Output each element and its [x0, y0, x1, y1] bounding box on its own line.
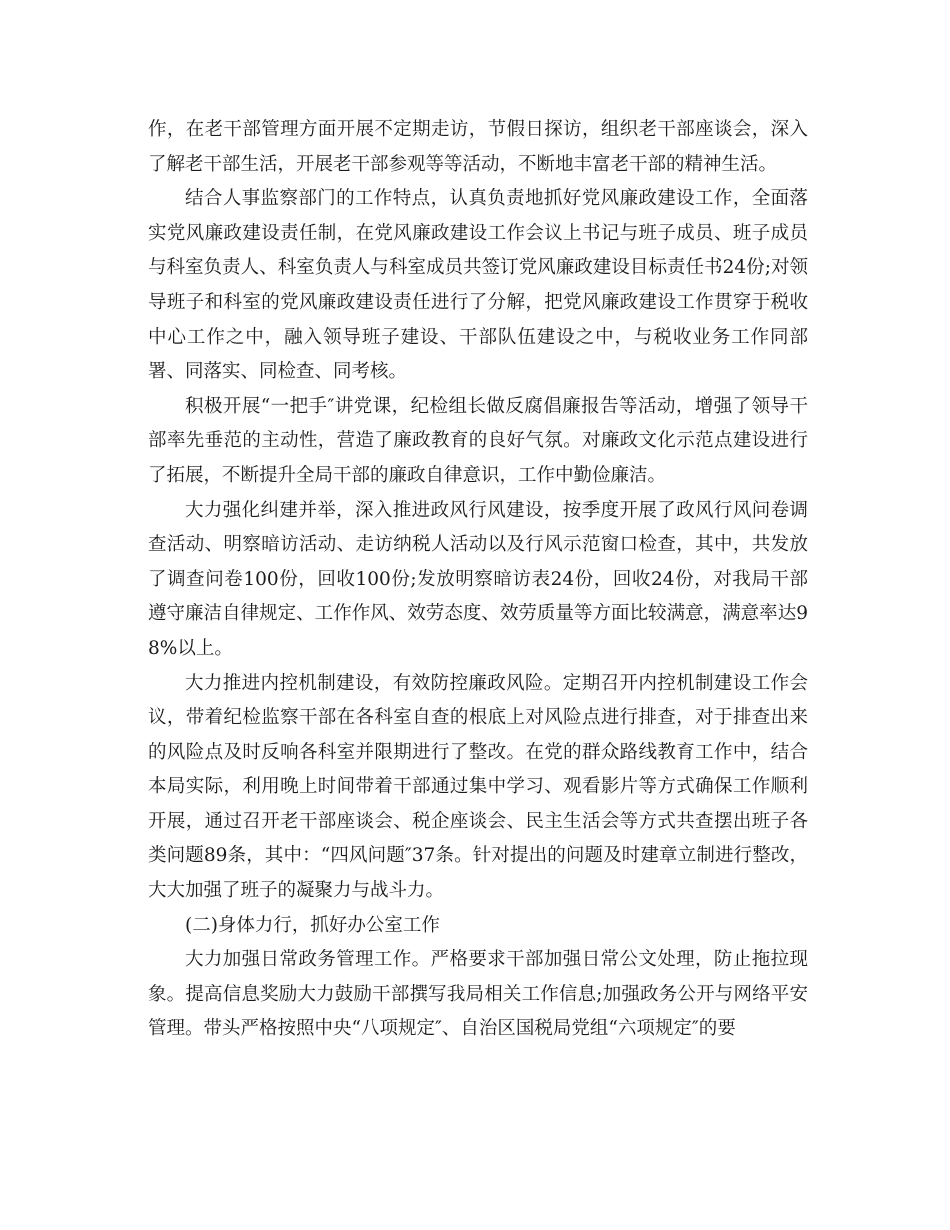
paragraph-continuation: 作，在老干部管理方面开展不定期走访，节假日探访，组织老干部座谈会，深入了解老干部生活，开展老干部参观等等活动，不断地丰富老干部的精神生活。: [148, 119, 808, 175]
paragraph-internal-control: 大力推进内控机制建设，有效防控廉政风险。定期召开内控机制建设工作会议，带着纪检监察干部在各科室自查的根底上对风险点进行排查，对于排查出来的风险点及时反响各科室并限期进行了整改。在党的群众路线教育工作中，结合本局实际，利用晚上时间带着干部通过集中学习、观看影片等方式确保工作顺利开展，通过召开老干部座谈会、税企座谈会、民主生活会等方式共查摆出班子各类问题89条，其中：“四风问题″37条。针对提出的问题及时建章立制进行整改，大大加强了班子的凝聚力与战斗力。: [148, 672, 808, 902]
section-heading: (二)身体力行，抓好办公室工作: [185, 914, 440, 936]
document-body: [148, 113, 808, 1047]
paragraph-party-conduct: 结合人事监察部门的工作特点，认真负责地抓好党风廉政建设工作，全面落实党风廉政建设责任制，在党风廉政建设工作会议上书记与班子成员、班子成员与科室负责人、科室负责人与科室成员共签订党风廉政建设目标责任书24份;对领导班子和科室的党风廉政建设责任进行了分解，把党风廉政建设工作贯穿于税收中心工作之中，融入领导班子建设、干部队伍建设之中，与税收业务工作同部署、同落实、同检查、同考核。: [148, 188, 808, 383]
paragraph-office-work: 大力加强日常政务管理工作。严格要求干部加强日常公文处理，防止拖拉现象。提高信息奖励大力鼓励干部撰写我局相关工作信息;加强政务公开与网络平安管理。带头严格按照中央“八项规定″、自治区国税局党组“六项规定″的要: [148, 949, 808, 1040]
paragraph-work-style: 大力强化纠建并举，深入推进政风行风建设，按季度开展了政风行风问卷调查活动、明察暗访活动、走访纳税人活动以及行风示范窗口检查，其中，共发放了调查问卷100份，回收100份;发放明察暗访表24份，回收24份，对我局干部遵守廉洁自律规定、工作作风、效劳态度、效劳质量等方面比较满意，满意率达98%以上。: [148, 499, 808, 659]
paragraph-leader-lecture: 积极开展“一把手″讲党课，纪检组长做反腐倡廉报告等活动，增强了领导干部率先垂范的主动性，营造了廉政教育的良好气氛。对廉政文化示范点建设进行了拓展，不断提升全局干部的廉政自律意识，工作中勤俭廉洁。: [148, 395, 808, 486]
